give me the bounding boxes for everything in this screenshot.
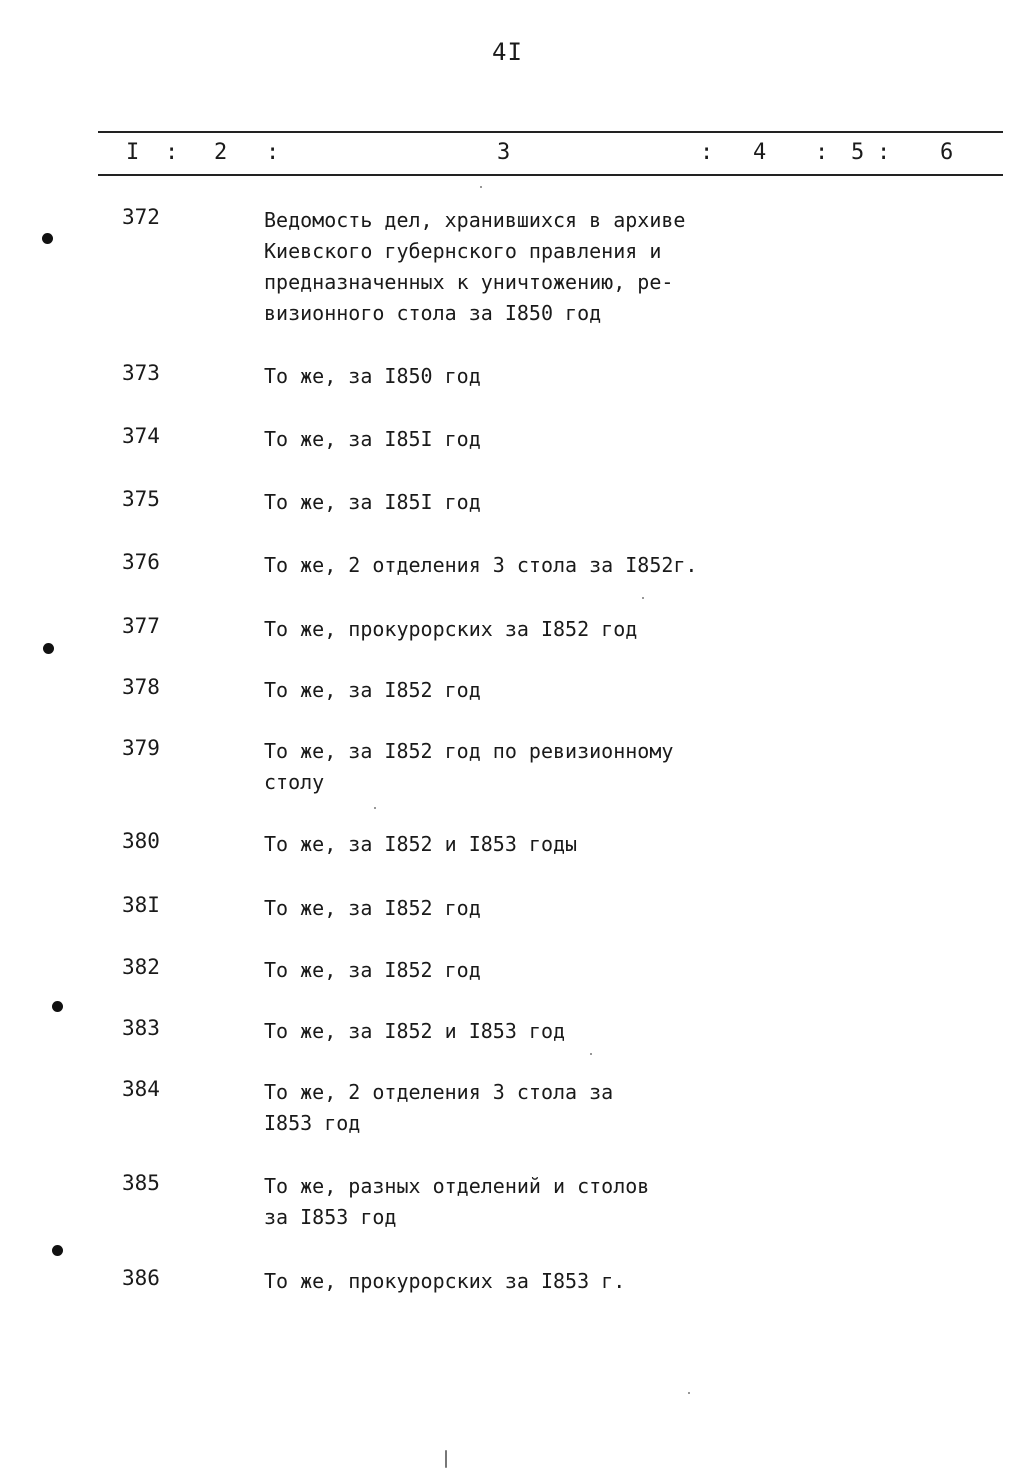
header-top-rule <box>98 131 1003 133</box>
row-number: 375 <box>122 487 160 511</box>
punch-hole-mark <box>42 233 53 244</box>
row-number: 376 <box>122 550 160 574</box>
row-number: 385 <box>122 1171 160 1195</box>
row-number: 373 <box>122 361 160 385</box>
row-number: 377 <box>122 614 160 638</box>
punch-hole-mark <box>43 643 54 654</box>
header-col-3: 3 <box>497 140 511 165</box>
row-description: То же, за I85I год <box>264 427 481 451</box>
row-description: То же, за I850 год <box>264 364 481 388</box>
row-number: 379 <box>122 736 160 760</box>
scan-speck <box>374 807 376 809</box>
header-col-1: I <box>126 140 140 165</box>
row-description: То же, за I852 год <box>264 896 481 920</box>
punch-hole-mark <box>52 1245 63 1256</box>
row-description: То же, разных отделений и столов за I853 год <box>264 1174 650 1229</box>
row-description: Ведомость дел, хранившихся в архиве Киевского губернского правления и предназначенных к уничтожению, ре- визионного стола за I850 год <box>264 208 686 325</box>
row-number: 38I <box>122 893 160 917</box>
header-separator: : <box>815 140 829 165</box>
scan-speck <box>590 1053 592 1055</box>
header-col-5: 5 <box>851 140 865 165</box>
row-number: 380 <box>122 829 160 853</box>
row-description: То же, за I85I год <box>264 490 481 514</box>
header-separator: : <box>877 140 891 165</box>
row-description: То же, за I852 год <box>264 958 481 982</box>
row-number: 386 <box>122 1266 160 1290</box>
row-description: То же, за I852 и I853 годы <box>264 832 578 856</box>
row-description: То же, 2 отделения 3 стола за I853 год <box>264 1080 614 1135</box>
scan-speck <box>688 1392 690 1394</box>
row-number: 372 <box>122 205 160 229</box>
header-col-6: 6 <box>940 140 954 165</box>
page-number: 4I <box>492 38 523 66</box>
row-number: 383 <box>122 1016 160 1040</box>
punch-hole-mark <box>52 1001 63 1012</box>
row-description: То же, прокурорских за I852 год <box>264 617 638 641</box>
scan-speck <box>445 1450 447 1468</box>
row-description: То же, за I852 и I853 год <box>264 1019 566 1043</box>
scan-speck <box>642 597 644 599</box>
row-description: То же, за I852 год по ревизионному столу <box>264 739 674 794</box>
row-description: То же, за I852 год <box>264 678 481 702</box>
row-description: То же, прокурорских за I853 г. <box>264 1269 626 1293</box>
header-separator: : <box>165 140 179 165</box>
header-separator: : <box>266 140 280 165</box>
row-number: 382 <box>122 955 160 979</box>
row-description: То же, 2 отделения 3 стола за I852г. <box>264 553 698 577</box>
row-number: 374 <box>122 424 160 448</box>
header-col-4: 4 <box>753 140 767 165</box>
row-number: 378 <box>122 675 160 699</box>
header-col-2: 2 <box>214 140 228 165</box>
header-bottom-rule <box>98 174 1003 176</box>
scan-speck <box>480 186 482 188</box>
header-separator: : <box>700 140 714 165</box>
row-number: 384 <box>122 1077 160 1101</box>
